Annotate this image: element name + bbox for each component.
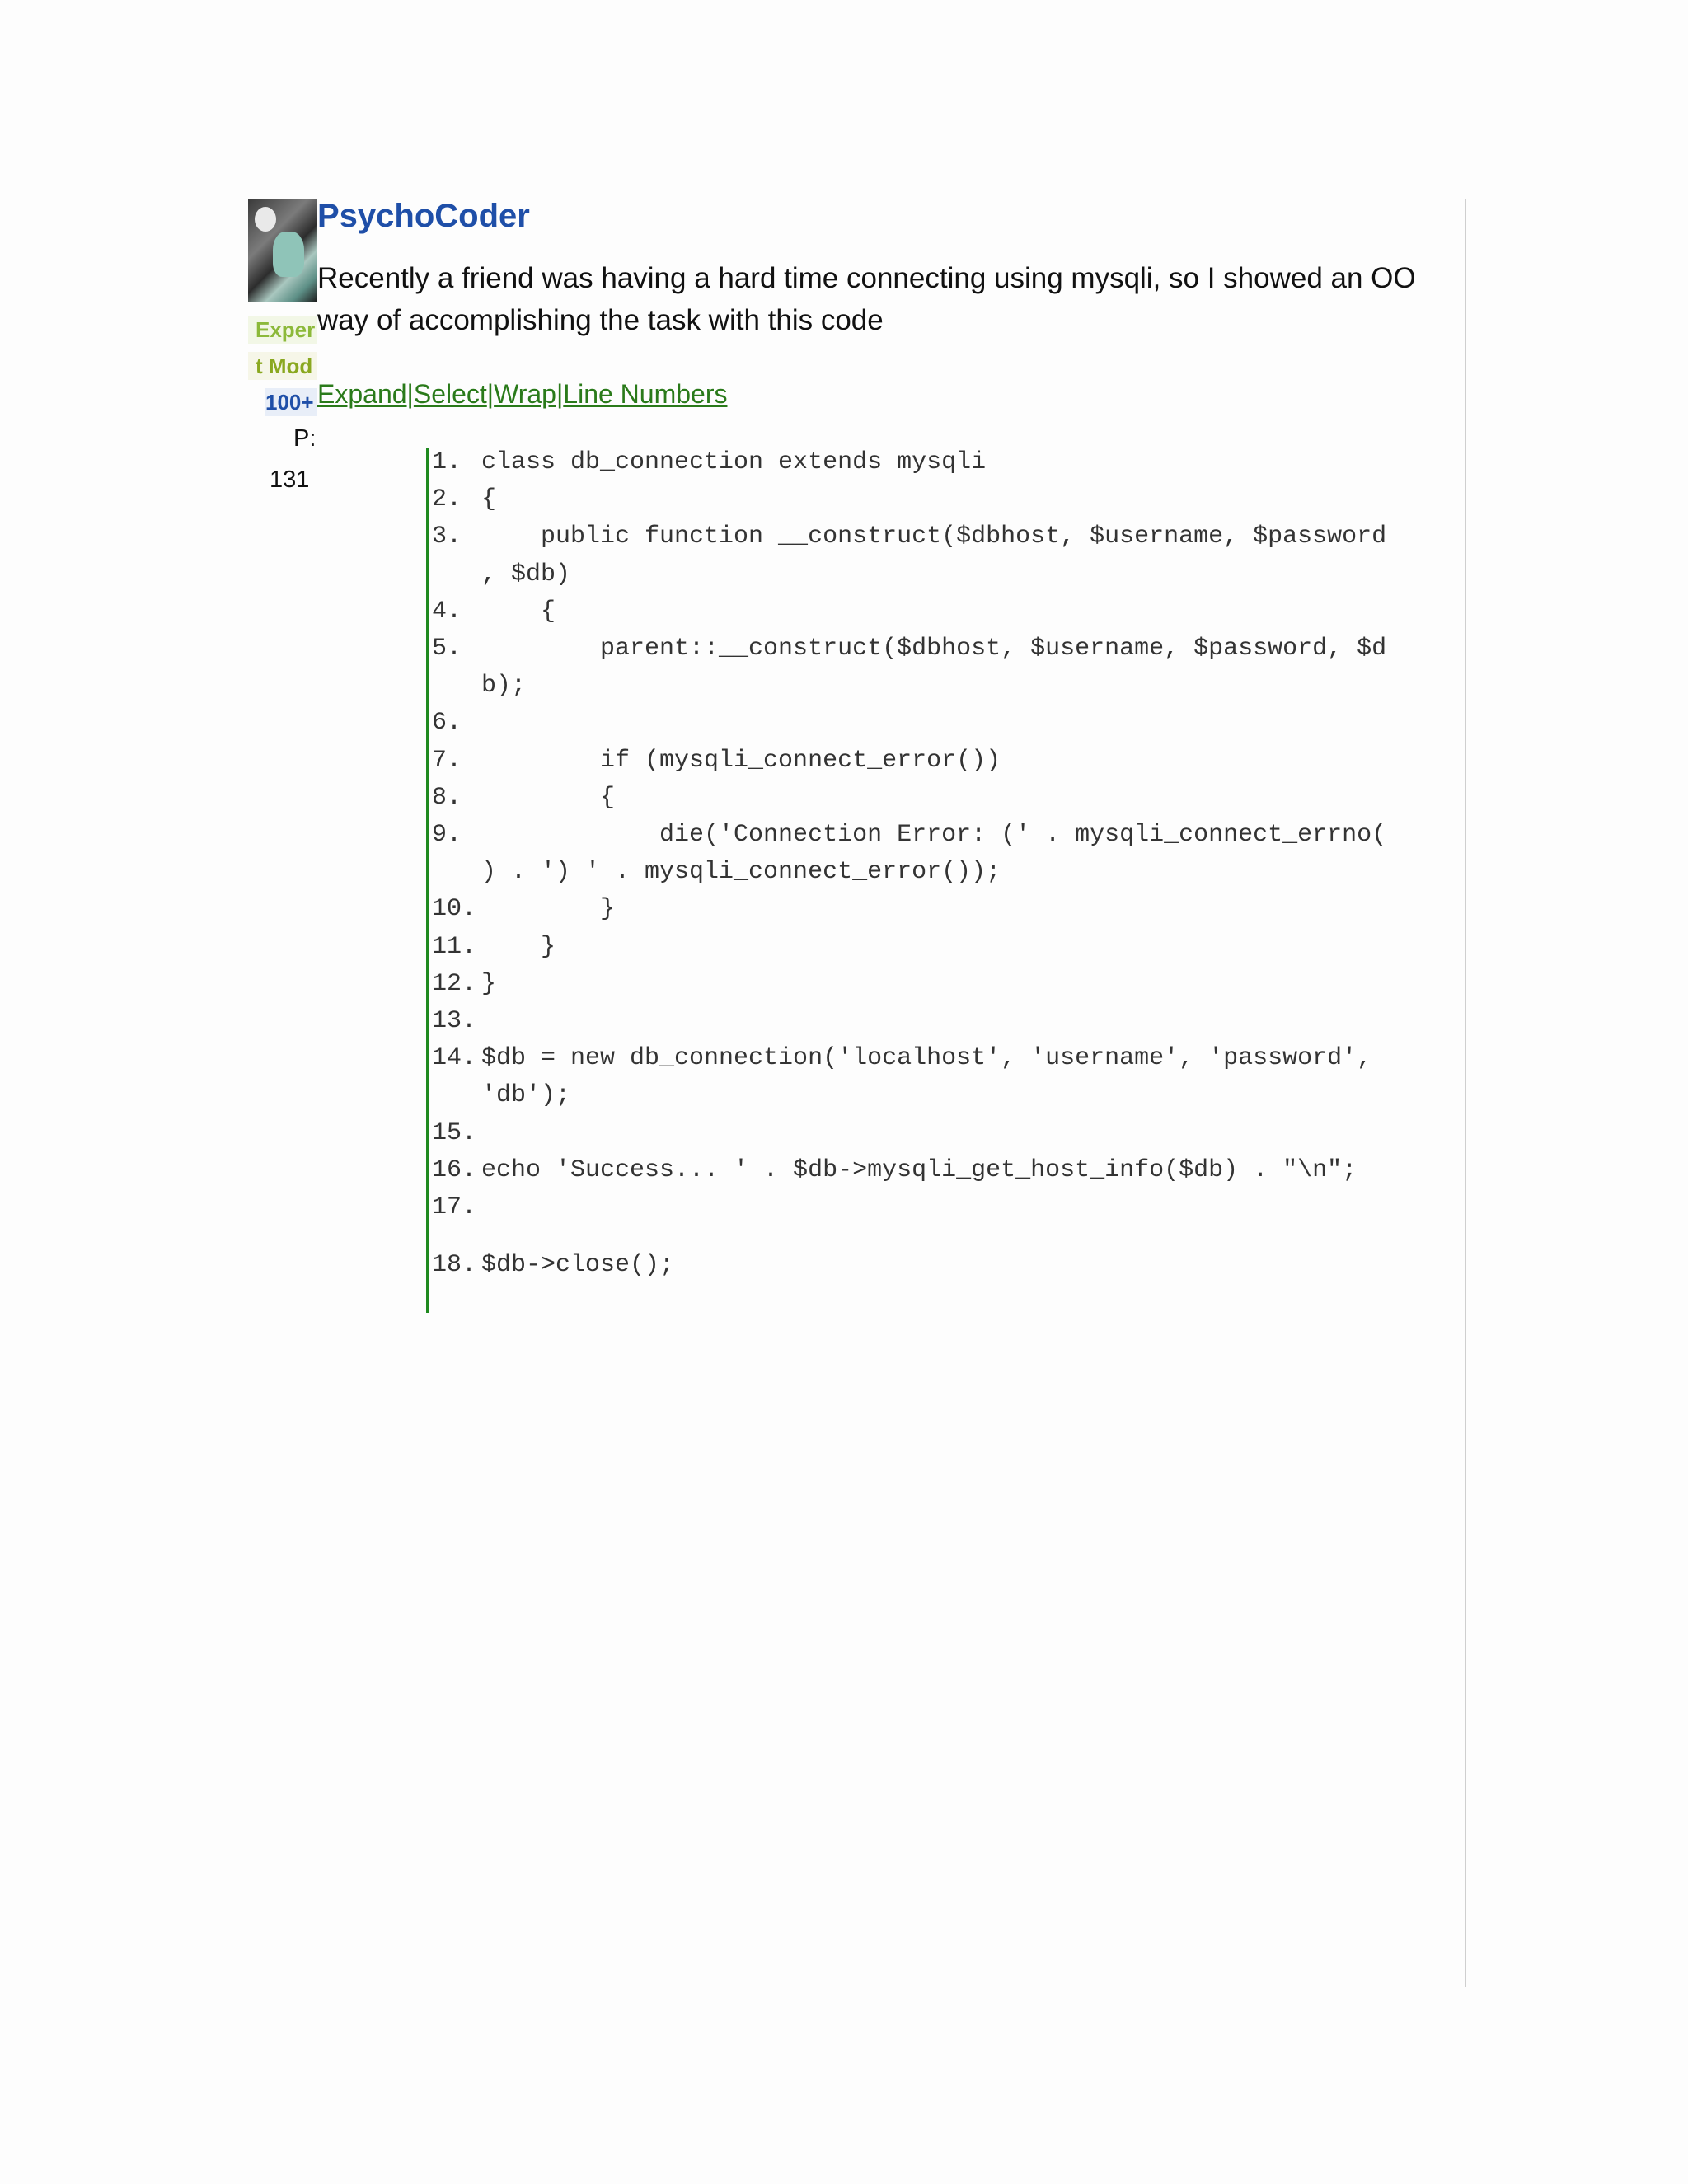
code-text: die('Connection Error: (' . mysqli_connect_errno(: [481, 821, 1387, 849]
line-number: 3.: [432, 523, 462, 551]
line-number: 14.: [432, 1044, 477, 1073]
code-text: }: [481, 969, 497, 998]
code-line: [432, 933, 556, 961]
line-number: 13.: [432, 1007, 477, 1035]
user-rank-line1: Exper: [248, 316, 317, 344]
code-line: [432, 1251, 674, 1279]
select-link[interactable]: Select: [413, 379, 487, 409]
line-number: 5.: [432, 635, 462, 663]
code-text: public function __construct($dbhost, $username, $password: [481, 523, 1387, 551]
line-number: 8.: [432, 783, 462, 812]
toolbar-separator: |: [556, 379, 564, 409]
code-text: {: [481, 597, 556, 626]
code-line: [432, 1007, 481, 1035]
code-line: [432, 1119, 481, 1147]
code-text: echo 'Success... ' . $db->mysqli_get_host_info($db) . "\n";: [481, 1155, 1357, 1184]
code-line-continuation: 'db');: [481, 1081, 571, 1110]
code-line: [432, 523, 1386, 551]
code-block[interactable]: [426, 448, 1468, 1313]
line-number: 18.: [432, 1251, 477, 1280]
expand-link[interactable]: Expand: [317, 379, 407, 409]
code-text: if (mysqli_connect_error()): [481, 746, 1001, 775]
user-rank-line2: t Mod: [248, 352, 317, 380]
line-number: 9.: [432, 821, 462, 849]
wrap-link[interactable]: Wrap: [494, 379, 556, 409]
code-text: $db = new db_connection('localhost', 'username', 'password',: [481, 1044, 1372, 1073]
code-toolbar: [317, 379, 727, 410]
code-line: [432, 895, 615, 923]
code-line: [432, 598, 556, 626]
code-text: class db_connection extends mysqli: [481, 448, 987, 476]
code-line-continuation: ) . ') ' . mysqli_connect_error());: [481, 858, 1001, 887]
code-line: [432, 784, 615, 812]
line-number: 2.: [432, 485, 462, 514]
code-line: [432, 1044, 1372, 1072]
line-number: 16.: [432, 1155, 477, 1184]
code-text: }: [481, 932, 556, 961]
reputation-badge: 100+: [265, 388, 317, 416]
post-message-line: Recently a friend was having a hard time connecting using mysqli, so I showed an OO: [317, 262, 1416, 294]
line-numbers-link[interactable]: Line Numbers: [563, 379, 728, 409]
code-text: $db->close();: [481, 1251, 675, 1280]
toolbar-separator: |: [406, 379, 414, 409]
code-line: [432, 448, 986, 476]
posts-label: P:: [293, 425, 316, 452]
post-message-line: way of accomplishing the task with this code: [317, 304, 884, 336]
line-number: 4.: [432, 597, 462, 626]
code-line: [432, 485, 496, 513]
line-number: 6.: [432, 709, 462, 738]
post-message: [317, 257, 1455, 341]
code-text: }: [481, 895, 616, 924]
code-line: [432, 1156, 1357, 1184]
line-number: 1.: [432, 448, 462, 476]
code-line: [432, 635, 1386, 663]
line-number: 10.: [432, 895, 477, 924]
code-text: {: [481, 783, 616, 812]
post-username[interactable]: PsychoCoder: [317, 198, 530, 234]
line-number: 12.: [432, 969, 477, 998]
code-line-continuation: b);: [481, 672, 527, 701]
line-number: 7.: [432, 746, 462, 775]
line-number: 15.: [432, 1118, 477, 1147]
line-number: 11.: [432, 932, 477, 961]
user-avatar[interactable]: [248, 199, 317, 302]
code-line: [432, 821, 1386, 849]
line-number: 17.: [432, 1193, 477, 1221]
toolbar-separator: |: [486, 379, 495, 409]
posts-count: 131: [270, 466, 310, 493]
code-text: {: [481, 485, 497, 514]
code-line: [432, 747, 1001, 775]
code-line: [432, 970, 496, 998]
code-line: [432, 709, 481, 737]
code-text: parent::__construct($dbhost, $username, $password, $d: [481, 635, 1387, 663]
code-line-continuation: , $db): [481, 560, 571, 588]
code-line: [432, 1193, 481, 1221]
